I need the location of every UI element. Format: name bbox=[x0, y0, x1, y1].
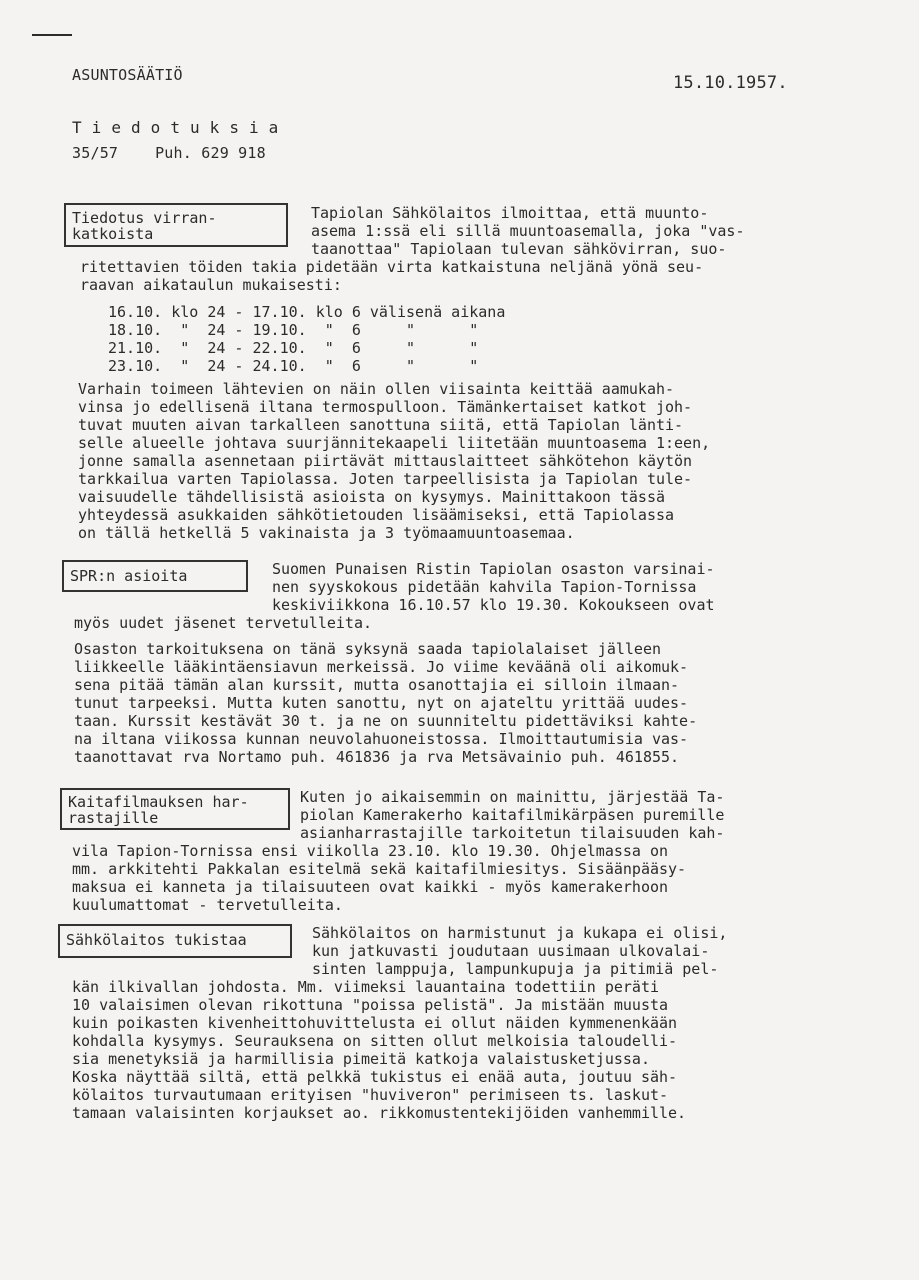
paragraph-line: tuvat muuten aivan tarkalleen sanottuna siitä, että Tapiolan länti- bbox=[78, 416, 684, 434]
paragraph-line: Suomen Punaisen Ristin Tapiolan osaston varsinai- bbox=[272, 560, 715, 578]
paragraph-line: liikkeelle lääkintäensiavun merkeissä. Jo viime keväänä oli aikomuk- bbox=[74, 658, 689, 676]
section-heading: Tiedotus virran- bbox=[72, 209, 217, 227]
section-heading: Sähkölaitos tukistaa bbox=[66, 931, 247, 949]
paragraph-line: tarkkailua varten Tapiolassa. Joten tarpeellisista ja Tapiolan tule- bbox=[78, 470, 693, 488]
paragraph-line: kuin poikasten kivenheittohuvittelusta ei ollut näiden kymmenenkään bbox=[72, 1014, 678, 1032]
paragraph-line: Osaston tarkoituksena on tänä syksynä saada tapiolalaiset jälleen bbox=[74, 640, 661, 658]
paragraph-line: sena pitää tämän alan kurssit, mutta osanottajia ei silloin ilmaan- bbox=[74, 676, 680, 694]
paragraph-line: kän ilkivallan johdosta. Mm. viimeksi lauantaina todettiin peräti bbox=[72, 978, 659, 996]
paragraph-line: raavan aikataulun mukaisesti: bbox=[80, 276, 342, 294]
paragraph-line: ritettavien töiden takia pidetään virta katkaistuna neljänä yönä seu- bbox=[80, 258, 704, 276]
section-heading-box bbox=[62, 560, 248, 592]
schedule-line: 21.10. " 24 - 22.10. " 6 " " bbox=[108, 339, 479, 357]
paragraph-line: Kuten jo aikaisemmin on mainittu, järjestää Ta- bbox=[300, 788, 725, 806]
paragraph-line: yhteydessä asukkaiden sähkötietouden lisäämiseksi, että Tapiolassa bbox=[78, 506, 675, 524]
paragraph-line: mm. arkkitehti Pakkalan esitelmä sekä kaitafilmiesitys. Sisäänpääsy- bbox=[72, 860, 687, 878]
section-heading: SPR:n asioita bbox=[70, 567, 188, 585]
paragraph-line: taanottaa" Tapiolaan tulevan sähkövirran, suo- bbox=[311, 240, 727, 258]
paragraph-line: Varhain toimeen lähtevien on näin ollen viisainta keittää aamukah- bbox=[78, 380, 675, 398]
paragraph-line: taan. Kurssit kestävät 30 t. ja ne on suunniteltu pidettäviksi kahte- bbox=[74, 712, 698, 730]
paragraph-line: tamaan valaisinten korjaukset ao. rikkomustentekijöiden vanhemmille. bbox=[72, 1104, 687, 1122]
paragraph-line: Tapiolan Sähkölaitos ilmoittaa, että muunto- bbox=[311, 204, 709, 222]
paragraph-line: kun jatkuvasti joudutaan uusimaan ulkovalai- bbox=[312, 942, 710, 960]
schedule-line: 18.10. " 24 - 19.10. " 6 " " bbox=[108, 321, 479, 339]
paragraph-line: na iltana viikossa kunnan neuvolahuoneistossa. Ilmoittautumisia vas- bbox=[74, 730, 689, 748]
paragraph-line: vaisuudelle tähdellisistä asioista on kysymys. Mainittakoon tässä bbox=[78, 488, 665, 506]
section-heading-box bbox=[64, 203, 288, 247]
paragraph-line: vinsa jo edellisenä iltana termospulloon. Tämänkertaiset katkot joh- bbox=[78, 398, 693, 416]
paragraph-line: asema 1:ssä eli sillä muuntoasemalla, joka "vas- bbox=[311, 222, 745, 240]
paragraph-line: selle alueelle johtava suurjännitekaapeli liitetään muuntoasema 1:een, bbox=[78, 434, 711, 452]
issue-and-phone: 35/57 Puh. 629 918 bbox=[72, 144, 266, 162]
section-heading-box bbox=[58, 924, 292, 958]
paragraph-line: nen syyskokous pidetään kahvila Tapion-Tornissa bbox=[272, 578, 697, 596]
schedule-line: 16.10. klo 24 - 17.10. klo 6 välisenä aikana bbox=[108, 303, 506, 321]
paragraph-line: sinten lamppuja, lampunkupuja ja pitimiä pel- bbox=[312, 960, 719, 978]
margin-mark bbox=[32, 34, 72, 36]
paragraph-line: sia menetyksiä ja harmillisia pimeitä katkoja valaistusketjussa. bbox=[72, 1050, 650, 1068]
paragraph-line: taanottavat rva Nortamo puh. 461836 ja rva Metsävainio puh. 461855. bbox=[74, 748, 680, 766]
paragraph-line: maksua ei kanneta ja tilaisuuteen ovat kaikki - myös kamerakerhoon bbox=[72, 878, 669, 896]
paragraph-line: asianharrastajille tarkoitetun tilaisuuden kah- bbox=[300, 824, 725, 842]
section-heading-box bbox=[60, 788, 290, 830]
paragraph-line: on tällä hetkellä 5 vakinaista ja 3 työmaamuuntoasemaa. bbox=[78, 524, 575, 542]
paragraph-line: Sähkölaitos on harmistunut ja kukapa ei olisi, bbox=[312, 924, 728, 942]
paragraph-line: keskiviikkona 16.10.57 klo 19.30. Kokoukseen ovat bbox=[272, 596, 715, 614]
paragraph-line: 10 valaisimen olevan rikottuna "poissa pelistä". Ja mistään muusta bbox=[72, 996, 669, 1014]
paragraph-line: jonne samalla asennetaan piirtävät mittauslaitteet sähkötehon käytön bbox=[78, 452, 693, 470]
paragraph-line: Koska näyttää siltä, että pelkkä tukistus ei enää auta, joutuu säh- bbox=[72, 1068, 678, 1086]
section-heading: rastajille bbox=[68, 809, 159, 827]
paragraph-line: vila Tapion-Tornissa ensi viikolla 23.10. klo 19.30. Ohjelmassa on bbox=[72, 842, 669, 860]
schedule-line: 23.10. " 24 - 24.10. " 6 " " bbox=[108, 357, 479, 375]
paragraph-line: kohdalla kysymys. Seurauksena on sitten ollut melkoisia taloudelli- bbox=[72, 1032, 678, 1050]
paragraph-line: kuulumattomat - tervetulleita. bbox=[72, 896, 343, 914]
bulletin-title: T i e d o t u k s i a bbox=[72, 118, 279, 137]
section-heading: Kaitafilmauksen har- bbox=[68, 793, 249, 811]
paragraph-line: piolan Kamerakerho kaitafilmikärpäsen puremille bbox=[300, 806, 725, 824]
organization-name: ASUNTOSÄÄTIÖ bbox=[72, 66, 183, 84]
paragraph-line: tunut tarpeeksi. Mutta kuten sanottu, nyt on ajateltu yrittää uudes- bbox=[74, 694, 689, 712]
paragraph-line: kölaitos turvautumaan erityisen "huviveron" perimiseen ts. laskut- bbox=[72, 1086, 669, 1104]
paragraph-line: myös uudet jäsenet tervetulleita. bbox=[74, 614, 373, 632]
section-heading: katkoista bbox=[72, 225, 154, 243]
document-date: 15.10.1957. bbox=[673, 73, 788, 93]
